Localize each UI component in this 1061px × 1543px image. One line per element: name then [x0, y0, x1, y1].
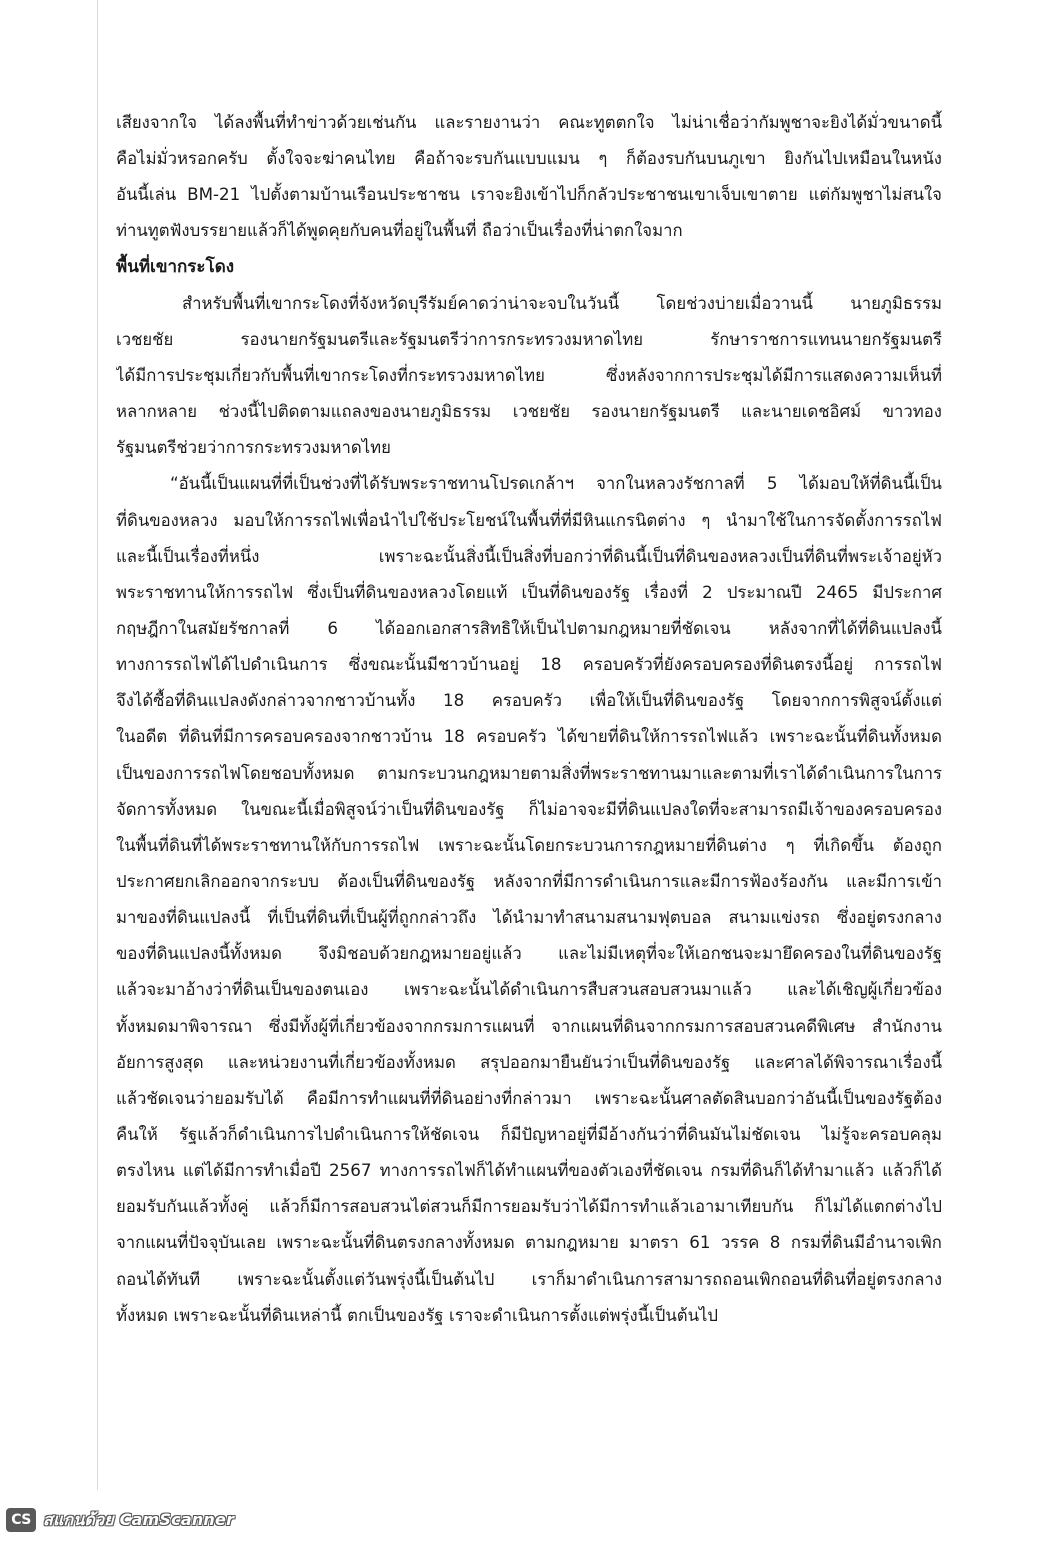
text-line: ของที่ดินแปลงนี้ทั้งหมด จึงมิชอบด้วยกฎหมายอยู่แล้ว และไม่มีเหตุที่จะให้เอกชนจะมายึดครองในที่ดินของรัฐ: [116, 943, 942, 964]
text-line: พระราชทานให้การรถไฟ ซึ่งเป็นที่ดินของหลวงโดยแท้ เป็นที่ดินของรัฐ เรื่องที่ 2 ประมาณปี 2465 มีประกาศ: [116, 581, 942, 602]
text-line: แล้วชัดเจนว่ายอมรับได้ คือมีการทำแผนที่ที่ดินอย่างที่กล่าวมา เพราะฉะนั้นศาลตัดสินบอกว่าอันนี้เป็นของรัฐต้อง: [116, 1087, 942, 1108]
text-line: คืนให้ รัฐแล้วก็ดำเนินการไปดำเนินการให้ชัดเจน ก็มีปัญหาอยู่ที่มีอ้างกันว่าที่ดินมันไม่ชัดเจน ไม่รู้จะครอบคลุม: [116, 1123, 942, 1144]
text-line: กฤษฎีกาในสมัยรัชกาลที่ 6 ได้ออกเอกสารสิทธิให้เป็นไปตามกฎหมายที่ชัดเจน หลังจากที่ได้ที่ดินแปลงนี้: [116, 617, 942, 638]
scanner-watermark: [6, 1507, 234, 1533]
text-line: ทั้งหมดมาพิจารณา ซึ่งมีทั้งผู้ที่เกี่ยวข้องจากกรมการแผนที่ จากแผนที่ดินจากกรมการสอบสวนคดีพิเศษ สำนักงาน: [116, 1015, 942, 1036]
text-line: ประกาศยกเลิกออกจากระบบ ต้องเป็นที่ดินของรัฐ หลังจากที่มีการดำเนินการและมีการฟ้องร้องกัน และมีการเข้า: [116, 870, 942, 891]
text-line: ตรงไหน แต่ได้มีการทำเมื่อปี 2567 ทางการรถไฟก็ได้ทำแผนที่ของตัวเองที่ชัดเจน กรมที่ดินก็ได้ทำมาแล้ว แล้วก็ได้: [116, 1160, 942, 1181]
text-line: และนี้เป็นเรื่องที่หนึ่ง เพราะฉะนั้นสิ่งนี้เป็นสิ่งที่บอกว่าที่ดินนี้เป็นที่ดินของหลวงเป็นที่ดินที่พระเจ้าอยู่หัว: [116, 545, 942, 566]
text-line: เป็นของการรถไฟโดยชอบทั้งหมด ตามกระบวนกฎหมายตามสิ่งที่พระราชทานมาและตามที่เราได้ดำเนินการในการ: [116, 762, 942, 783]
paragraph-quote: [116, 465, 942, 1332]
text-line: ทั้งหมด เพราะฉะนั้นที่ดินเหล่านี้ ตกเป็นของรัฐ เราจะดำเนินการตั้งแต่พรุ่งนี้เป็นต้นไป: [116, 1304, 718, 1325]
text-line: คือไม่มั่วหรอกครับ ตั้งใจจะฆ่าคนไทย คือถ้าจะรบกันแบบแมน ๆ ก็ต้องรบกันบนภูเขา ยิงกันไปเหมือนในหนัง: [116, 148, 942, 169]
camscanner-caption: สแกนด้วย CamScanner: [43, 1509, 235, 1529]
text-line: จากแผนที่ปัจจุบันเลย เพราะฉะนั้นที่ดินตรงกลางทั้งหมด ตามกฎหมาย มาตรา 61 วรรค 8 กรมที่ดินมีอำนาจเพิก: [116, 1232, 942, 1253]
text-line: ที่ดินของหลวง มอบให้การรถไฟเพื่อนำไปใช้ประโยชน์ในพื้นที่ที่มีหินแกรนิตต่าง ๆ นำมาใช้ในการจัดตั้งการรถไฟ: [116, 509, 942, 530]
document-body: [116, 104, 942, 1333]
text-line: ในอดีต ที่ดินที่มีการครอบครองจากชาวบ้าน 18 ครอบครัว ได้ขายที่ดินให้การรถไฟแล้ว เพราะฉะนั้นที่ดินทั้งหมด: [116, 726, 942, 747]
section-heading: พื้นที่เขากระโดง: [116, 256, 235, 277]
paragraph-1: [116, 104, 942, 249]
text-line: อันนี้เล่น BM-21 ไปตั้งตามบ้านเรือนประชาชน เราจะยิงเข้าไปก็กลัวประชาชนเขาเจ็บเขาตาย แต่กัมพูชาไม่สนใจ: [116, 184, 942, 205]
text-line: มาของที่ดินแปลงนี้ ที่เป็นที่ดินที่เป็นผู้ที่ถูกกล่าวถึง ได้นำมาทำสนามสนามฟุตบอล สนามแข่งรถ ซึ่งอยู่ตรงกลาง: [116, 907, 942, 928]
text-line: ยอมรับกันแล้วทั้งคู่ แล้วก็มีการสอบสวนไต่สวนก็มีการยอมรับว่าได้มีการทำแล้วเอามาเทียบกัน ก็ไม่ได้แตกต่างไป: [116, 1196, 942, 1217]
text-line: ได้มีการประชุมเกี่ยวกับพื้นที่เขากระโดงที่กระทรวงมหาดไทย ซึ่งหลังจากการประชุมได้มีการแสดงความเห็นที่: [116, 364, 942, 385]
text-line: สำหรับพื้นที่เขากระโดงที่จังหวัดบุรีรัมย์คาดว่าน่าจะจบในวันนี้ โดยช่วงบ่ายเมื่อวานนี้ นายภูมิธรรม: [182, 292, 942, 313]
camscanner-logo-icon: CS: [6, 1508, 36, 1532]
text-line: ในพื้นที่ดินที่ได้พระราชทานให้กับการรถไฟ เพราะฉะนั้นโดยกระบวนการกฎหมายที่ดินต่าง ๆ ที่เกิดขึ้น ต้องถูก: [116, 834, 942, 855]
text-line: จึงได้ซื้อที่ดินแปลงดังกล่าวจากชาวบ้านทั้ง 18 ครอบครัว เพื่อให้เป็นที่ดินของรัฐ โดยจากการพิสูจน์ตั้งแต่: [116, 690, 942, 711]
text-line: ทางการรถไฟได้ไปดำเนินการ ซึ่งขณะนั้นมีชาวบ้านอยู่ 18 ครอบครัวที่ยังครอบครองที่ดินตรงนี้อยู่ การรถไฟ: [116, 654, 942, 675]
text-line: แล้วจะมาอ้างว่าที่ดินเป็นของตนเอง เพราะฉะนั้นได้ดำเนินการสืบสวนสอบสวนมาแล้ว และได้เชิญผู้เกี่ยวข้อง: [116, 979, 942, 1000]
text-line: หลากหลาย ช่วงนี้ไปติดตามแถลงของนายภูมิธรรม เวชยชัย รองนายกรัฐมนตรี และนายเดชอิศม์ ขาวทอง: [116, 401, 942, 422]
text-line: เวชยชัย รองนายกรัฐมนตรีและรัฐมนตรีว่าการกระทรวงมหาดไทย รักษาราชการแทนนายกรัฐมนตรี: [116, 328, 942, 349]
text-line: จัดการทั้งหมด ในขณะนี้เมื่อพิสูจน์ว่าเป็นที่ดินของรัฐ ก็ไม่อาจจะมีที่ดินแปลงใดที่จะสามารถมีเจ้าของครอบครอง: [116, 798, 942, 819]
scan-margin-line: [97, 0, 98, 1490]
text-line: อัยการสูงสุด และหน่วยงานที่เกี่ยวข้องทั้งหมด สรุปออกมายืนยันว่าเป็นที่ดินของรัฐ และศาลได้พิจารณาเรื่องนี้: [116, 1051, 942, 1072]
text-line: รัฐมนตรีช่วยว่าการกระทรวงมหาดไทย: [116, 437, 391, 458]
text-line: “อันนี้เป็นแผนที่ที่เป็นช่วงที่ได้รับพระราชทานโปรดเกล้าฯ จากในหลวงรัชกาลที่ 5 ได้มอบให้ที่ดินนี้เป็น: [170, 473, 942, 494]
paragraph-2: [116, 285, 942, 466]
text-line: เสียงจากใจ ได้ลงพื้นที่ทำข่าวด้วยเช่นกัน และรายงานว่า คณะทูตตกใจ ไม่น่าเชื่อว่ากัมพูชาจะยิงได้มั่วขนาดนี้: [116, 112, 942, 132]
text-line: ท่านทูตฟังบรรยายแล้วก็ได้พูดคุยกับคนที่อยู่ในพื้นที่ ถือว่าเป็นเรื่องที่น่าตกใจมาก: [116, 220, 683, 241]
text-line: ถอนได้ทันที เพราะฉะนั้นตั้งแต่วันพรุ่งนี้เป็นต้นไป เราก็มาดำเนินการสามารถถอนเพิกถอนที่ดินที่อยู่ตรงกลาง: [116, 1268, 942, 1289]
